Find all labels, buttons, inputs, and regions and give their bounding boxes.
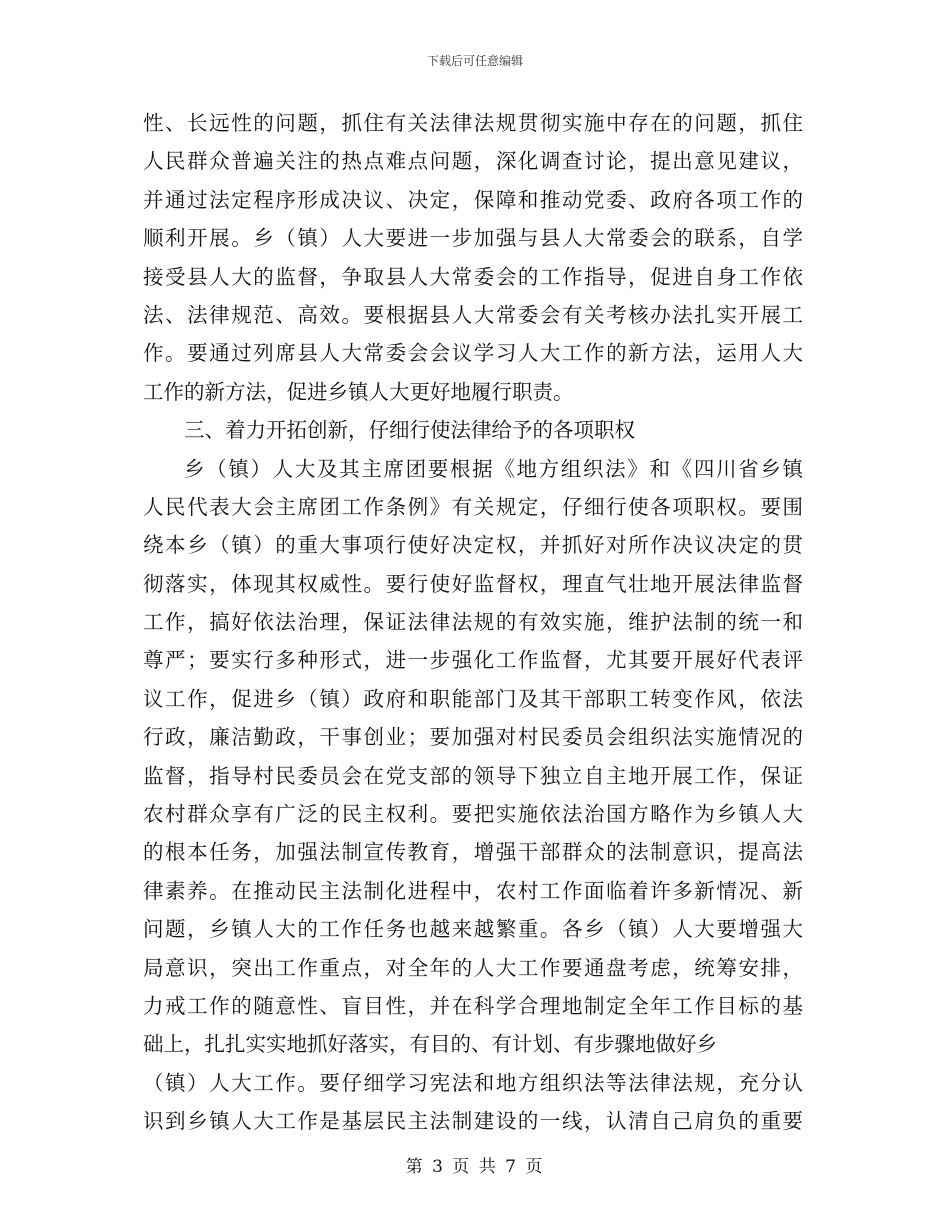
text-line: 性、长远性的问题，抓住有关法律法规贯彻实施中存在的问题，抓住 xyxy=(143,111,803,135)
text-line: 尊严；要实行多种形式，进一步强化工作监督，尤其要开展好代表评 xyxy=(143,648,803,673)
text-line: 局意识，突出工作重点，对全年的人大工作要通盘考虑，统筹安排， xyxy=(143,955,803,980)
text-line: 乡（镇）人大及其主席团要根据《地方组织法》和《四川省乡镇 xyxy=(184,456,803,481)
text-line: 监督，指导村民委员会在党支部的领导下独立自主地开展工作，保证 xyxy=(143,763,803,788)
text-line: 的根本任务，加强法制宣传教育，增强干部群众的法制意识，提高法 xyxy=(143,840,803,865)
text-line: 问题，乡镇人大的工作任务也越来越繁重。各乡（镇）人大要增强大 xyxy=(143,917,803,942)
text-line: 作。要通过列席县人大常委会会议学习人大工作的新方法，运用人大 xyxy=(143,341,803,366)
section-heading: 三、着力开拓创新，仔细行使法律给予的各项职权 xyxy=(184,418,635,443)
text-line: 人民群众普遍关注的热点难点问题，深化调查讨论，提出意见建议， xyxy=(143,149,803,174)
text-line: 力戒工作的随意性、盲目性，并在科学合理地制定全年工作目标的基 xyxy=(143,993,803,1018)
page-header: 下载后可任意编辑 xyxy=(426,54,523,68)
text-line: 律素养。在推动民主法制化进程中，农村工作面临着许多新情况、新 xyxy=(143,878,803,903)
text-line: 础上，扎扎实实地抓好落实，有目的、有计划、有步骤地做好乡 xyxy=(143,1032,717,1057)
text-line: 行政，廉洁勤政，干事创业；要加强对村民委员会组织法实施情况的 xyxy=(143,725,803,750)
text-line: 接受县人大的监督，争取县人大常委会的工作指导，促进自身工作依 xyxy=(143,264,803,289)
text-line: 顺利开展。乡（镇）人大要进一步加强与县人大常委会的联系，自学 xyxy=(143,226,803,251)
text-line: 工作的新方法，促进乡镇人大更好地履行职责。 xyxy=(143,379,574,404)
text-line: 人民代表大会主席团工作条例》有关规定，仔细行使各项职权。要围 xyxy=(143,494,803,519)
page-footer: 第 3 页 共 7 页 xyxy=(405,1157,545,1177)
text-line: 农村群众享有广泛的民主权利。要把实施依法治国方略作为乡镇人大 xyxy=(143,802,803,827)
text-line: 议工作，促进乡（镇）政府和职能部门及其干部职工转变作风，依法 xyxy=(143,686,803,711)
text-line: 法、法律规范、高效。要根据县人大常委会有关考核办法扎实开展工 xyxy=(143,302,803,327)
text-line: 并通过法定程序形成决议、决定，保障和推动党委、政府各项工作的 xyxy=(143,187,803,212)
text-line: 绕本乡（镇）的重大事项行使好决定权，并抓好对所作决议决定的贯 xyxy=(143,533,803,558)
text-line: 工作，搞好依法治理，保证法律法规的有效实施，维护法制的统一和 xyxy=(143,610,803,635)
body-text xyxy=(143,104,803,1141)
text-line: （镇）人大工作。要仔细学习宪法和地方组织法等法律法规，充分认 xyxy=(143,1070,803,1095)
text-line: 彻落实，体现其权威性。要行使好监督权，理直气壮地开展法律监督 xyxy=(143,571,803,596)
text-line: 识到乡镇人大工作是基层民主法制建设的一线，认清自己肩负的重要 xyxy=(143,1109,803,1134)
